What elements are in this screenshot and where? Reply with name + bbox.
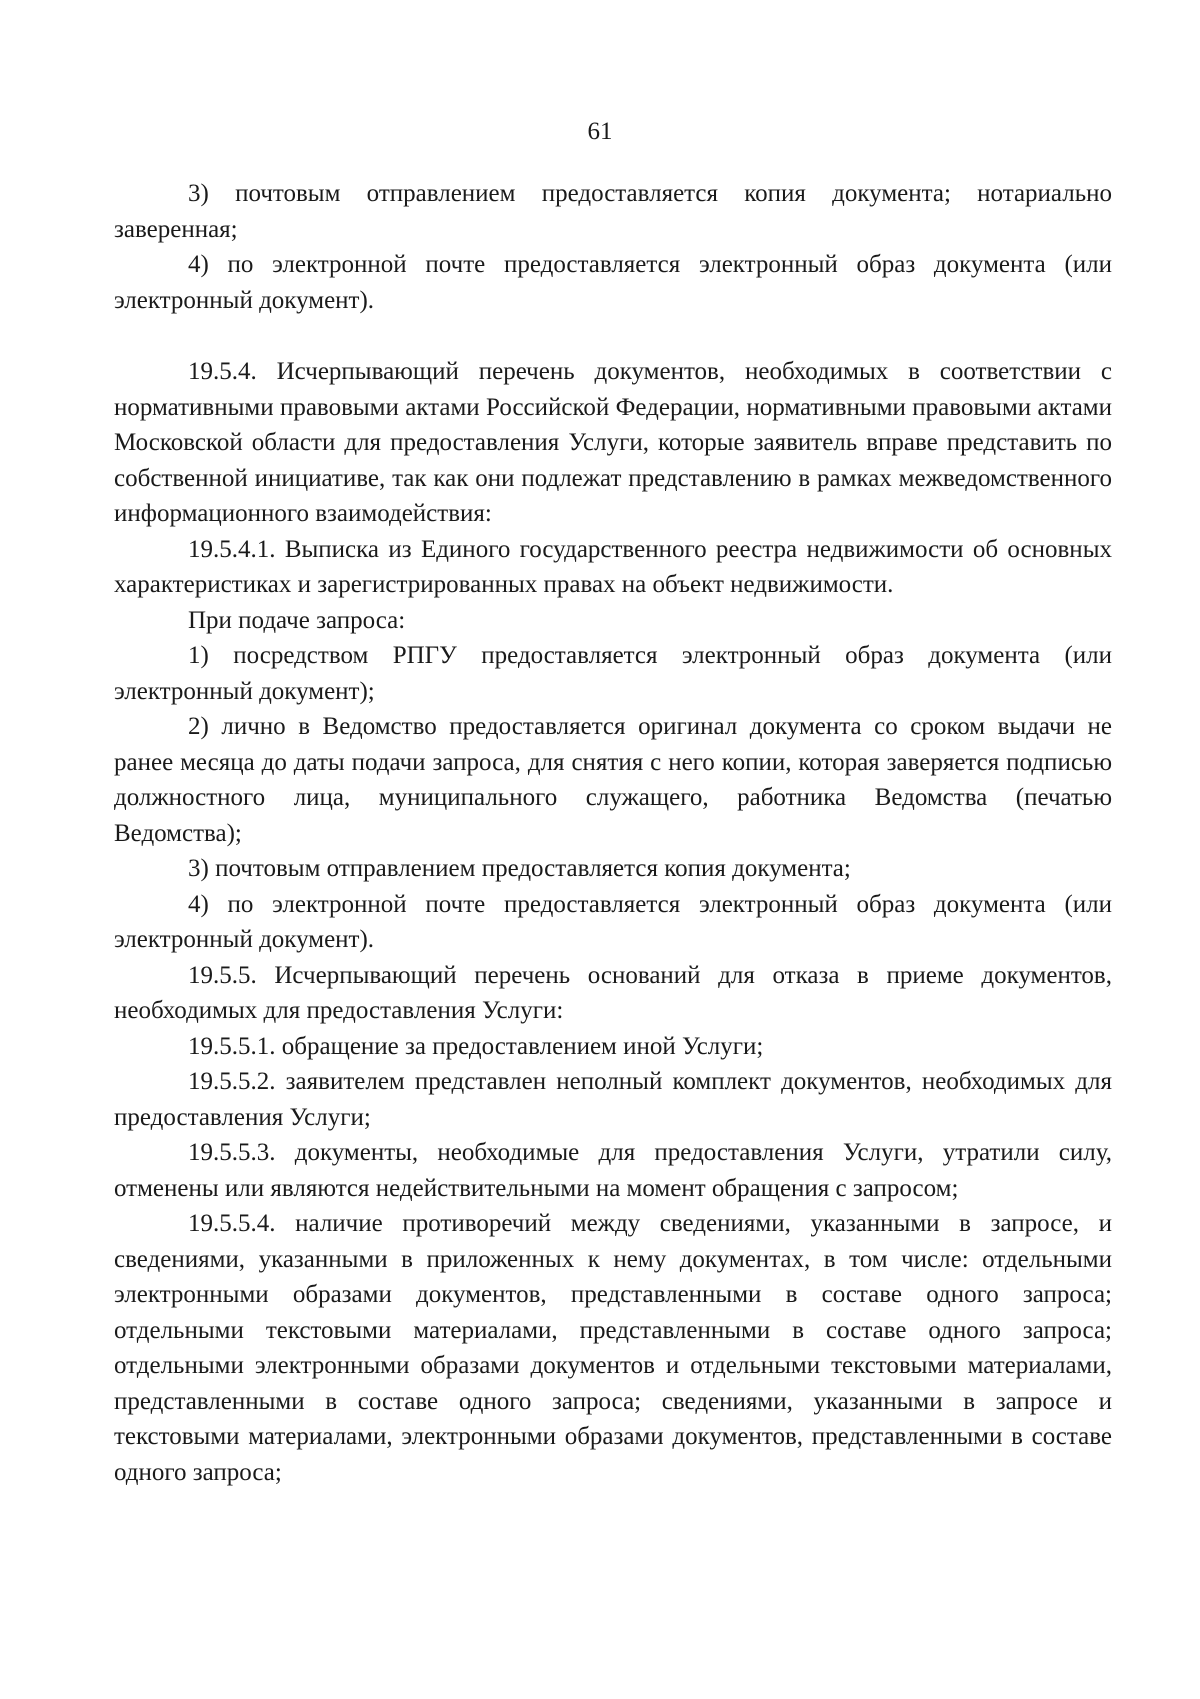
- paragraph-19-5-5-2: 19.5.5.2. заявителем представлен неполный комплект документов, необходимых для предоставления Услуги;: [114, 1068, 1112, 1131]
- page-number: 61: [587, 118, 613, 145]
- paragraph-3-postal-copy-notarized: 3) почтовым отправлением предоставляется копия документа; нотариально заверенная;: [114, 180, 1112, 243]
- paragraph-19-5-5-4: 19.5.5.4. наличие противоречий между сведениями, указанными в запросе, и сведениями, указанными в приложенных к нему документах, в том числе: отдельными электронными образами документов, представленными в составе одного запроса; отдельными текстовыми материалами, представленными в составе одного запроса; отдельными электронными образами документов и отдельными текстовыми материалами, представленными в составе одного запроса; сведениями, указанными в запросе и текстовыми материалами, электронными образами документов, представленными в составе одного запроса;: [114, 1210, 1112, 1486]
- paragraph-3-postal-copy: 3) почтовым отправлением предоставляется копия документа;: [188, 855, 851, 882]
- paragraph-19-5-4-1: 19.5.4.1. Выписка из Единого государственного реестра недвижимости об основных характеристиках и зарегистрированных правах на объект недвижимости.: [114, 535, 1112, 598]
- paragraph-2-in-person: 2) лично в Ведомство предоставляется оригинал документа со сроком выдачи не ранее месяца до даты подачи запроса, для снятия с него копии, которая заверяется подписью должностного лица, муниципального служащего, работника Ведомства (печатью Ведомства);: [114, 713, 1112, 847]
- paragraph-19-5-4: 19.5.4. Исчерпывающий перечень документов, необходимых в соответствии с нормативными правовыми актами Российской Федерации, нормативными правовыми актами Московской области для предоставления Услуги, которые заявитель вправе представить по собственной инициативе, так как они подлежат представлению в рамках межведомственного информационного взаимодействия:: [114, 358, 1112, 527]
- paragraph-19-5-5-1: 19.5.5.1. обращение за предоставлением иной Услуги;: [188, 1032, 764, 1060]
- paragraph-submission-heading: При подаче запроса:: [188, 606, 406, 634]
- paragraph-19-5-5: 19.5.5. Исчерпывающий перечень оснований для отказа в приеме документов, необходимых для предоставления Услуги:: [114, 961, 1112, 1024]
- paragraph-4-email-electronic-image: 4) по электронной почте предоставляется электронный образ документа (или электронный документ).: [114, 251, 1112, 314]
- paragraph-19-5-5-3: 19.5.5.3. документы, необходимые для предоставления Услуги, утратили силу, отменены или являются недействительными на момент обращения с запросом;: [114, 1139, 1112, 1202]
- paragraph-1-rpgu: 1) посредством РПГУ предоставляется электронный образ документа (или электронный документ);: [114, 642, 1112, 705]
- paragraph-4-email: 4) по электронной почте предоставляется электронный образ документа (или электронный документ).: [114, 890, 1112, 953]
- document-body: [114, 176, 1112, 1490]
